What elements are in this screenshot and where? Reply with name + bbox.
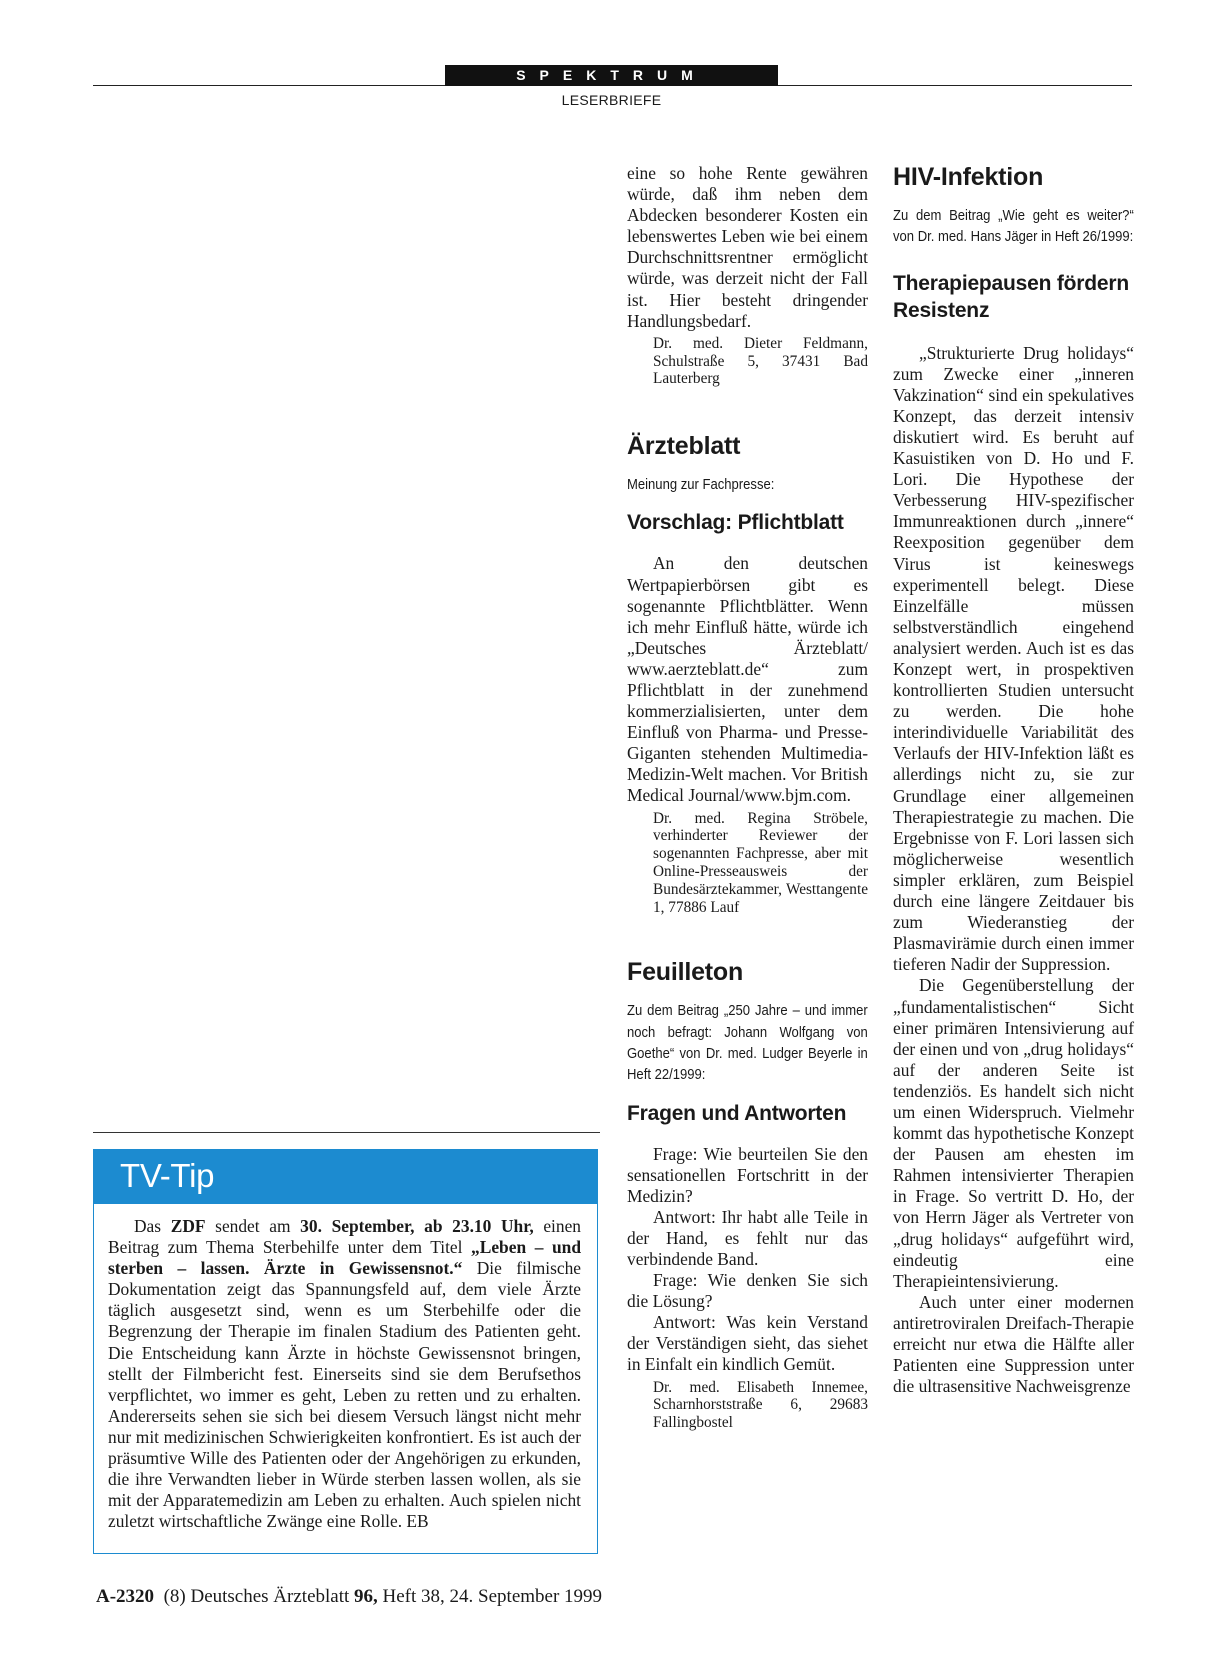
letter-paragraph: Auch unter einer modernen antiretroviralen Dreifach-Therapie erreicht nur etwa die Hälfte aller Patienten eine Suppression unter die ultrasensitive Nachweisgrenze [893, 1291, 1134, 1397]
tv-tip-title: TV-Tip [94, 1150, 597, 1204]
letter-text: An den deutschen Wertpapierbörsen gibt es sogenannte Pflichtblätter. Wenn ich mehr Einfluß hätte, würde ich „Deutsches Ärzteblatt/ www.aerzteblatt.de“ zum Pflichtblatt in der zunehmend kommerzialisierten, unter dem Einfluß von Pharma- und Presse-Giganten stehenden Multimedia-Medizin-Welt machen. Vor British Medical Journal/www.bjm.com. [627, 553, 868, 806]
letter-signature: Dr. med. Regina Ströbele, verhinderter Reviewer der sogenannten Fachpresse, aber mit Online-Presseausweis der Bundesärztekammer, Westtangente 1, 77886 Lauf [653, 809, 868, 916]
section-bar: SPEKTRUM [445, 65, 778, 86]
column-a [627, 163, 868, 1432]
letter-paragraph: Antwort: Ihr habt alle Teile in der Hand, es fehlt nur das verbindende Band. [627, 1206, 868, 1269]
continued-letter-text: eine so hohe Rente gewähren würde, daß ihm neben dem Abdecken besonderer Kosten ein lebenswertes Leben wie bei einem Durchschnittsrentner ermöglicht würde, was derzeit nicht der Fall ist. Hier besteht dringender Handlungsbedarf. [627, 163, 868, 331]
tv-tip-rule [93, 1132, 600, 1133]
letter-paragraph: Frage: Wie denken Sie sich die Lösung? [627, 1270, 868, 1312]
subsection-label: LESERBRIEFE [561, 92, 662, 108]
letter-paragraph: Frage: Wie beurteilen Sie den sensationellen Fortschritt in der Medizin? [627, 1143, 868, 1206]
page-number: A-2320 [96, 1586, 155, 1607]
letter-reference: Zu dem Beitrag „250 Jahre – und immer noch befragt: Johann Wolfgang von Goethe“ von Dr. med. Ludger Beyerle in Heft 22/1999: [627, 1002, 868, 1084]
rubric-feuilleton: Feuilleton [627, 958, 744, 987]
tv-tip-box [93, 1149, 598, 1554]
letter-headline: Fragen und Antworten [627, 1101, 847, 1125]
letter-signature: Dr. med. Dieter Feldmann, Schulstraße 5, 37431 Bad Lauterberg [653, 334, 868, 388]
letter-paragraph: Die Gegenüberstellung der „fundamentalistischen“ Sicht einer primären Intensivierung auf der einen und von „drug holidays“ auf der anderen Seite ist tendenziös. Es handelt sich nicht um einen Widerspruch. Vielmehr kommt das hypothetische Konzept der Pausen am ehesten im Rahmen intensivierter Therapien in Frage. So vertritt D. Ho, der von Herrn Jäger als Vertreter von „drug holidays“ aufgeführt wird, eindeutig eine Therapieintensivierung. [893, 975, 1135, 1291]
tv-tip-text: Das ZDF sendet am 30. September, ab 23.10 Uhr, einen Beitrag zum Thema Sterbehilfe unter dem Titel „Leben – und sterben – lassen. Ärzte in Gewissensnot.“ Die filmische Dokumentation zeigt das Spannungsfeld auf, dem viele Ärzte täglich ausgesetzt sind, wenn es um Sterbehilfe oder die Begrenzung der Therapie im finalen Stadium des Patienten geht. Die Entscheidung kann Ärzte in höchste Gewissensnot bringen, stellt der Filmbericht fest. Einerseits sind sie dem Berufsethos verpflichtet, wo immer es geht, Leben zu retten und zu erhalten. Andererseits sehen sie sich bei diesem Versuch längst nicht mehr nur mit medizinischen Schwierigkeiten konfrontiert. Es ist auch der präsumtive Wille des Patienten oder der Angehörigen zu erkunden, die ihre Verwandten lieber in Würde sterben lassen wollen, als sie mit der Apparatemedizin am Leben zu erhalten. Auch spielen nicht zuletzt wirtschaftliche Zwänge eine Rolle. EB [108, 1216, 581, 1532]
letter-paragraph: „Strukturierte Drug holidays“ zum Zwecke einer „inneren Vakzination“ sind ein spekulatives Konzept, das derzeit intensiv diskutiert wird. Es beruht auf Kasuistiken von D. Ho und F. Lori. Die Hypothese der Verbesserung HIV-spezifischer Immunreaktionen durch „innere“ Reexposition gegenüber dem Virus ist keineswegs experimentell belegt. Diese Einzelfälle müssen selbstverständlich eingehend analysiert werden. Auch ist es das Konzept wert, in prospektiven kontrollierten Studien untersucht zu werden. Die hohe interindividuelle Variabilität des Verlaufs der HIV-Infektion läßt es allerdings nicht zu, sie zur Grundlage einer allgemeinen Therapiestrategie zu machen. Die Ergebnisse von F. Lori lassen sich möglicherweise wesentlich simpler erklären, zum Beispiel durch eine längere Zeitdauer bis zum Wiederanstieg der Plasmavirämie durch einen immer tieferen Nadir der Suppression. [893, 342, 1134, 975]
column-b [893, 163, 1134, 1397]
letter-signature: Dr. med. Elisabeth Innemee, Scharnhorststraße 6, 29683 Fallingbostel [653, 1378, 868, 1432]
letter-reference: Meinung zur Fachpresse: [627, 476, 775, 494]
letter-reference: Zu dem Beitrag „Wie geht es weiter?“ von Dr. med. Hans Jäger in Heft 26/1999: [893, 207, 1134, 246]
letter-headline: Vorschlag: Pflichtblatt [627, 511, 844, 535]
page-footer: A-2320 (8) Deutsches Ärzteblatt 96, Heft 38, 24. September 1999 [96, 1586, 603, 1607]
letter-paragraph: Antwort: Was kein Verstand der Verständigen sieht, das siehet in Einfalt ein kindlich Gemüt. [627, 1312, 868, 1375]
letter-headline: Therapiepausen fördern Resistenz [893, 271, 1129, 322]
rubric-hiv: HIV-Infektion [893, 163, 1044, 191]
rubric-aerzteblatt: Ärzteblatt [627, 432, 741, 461]
